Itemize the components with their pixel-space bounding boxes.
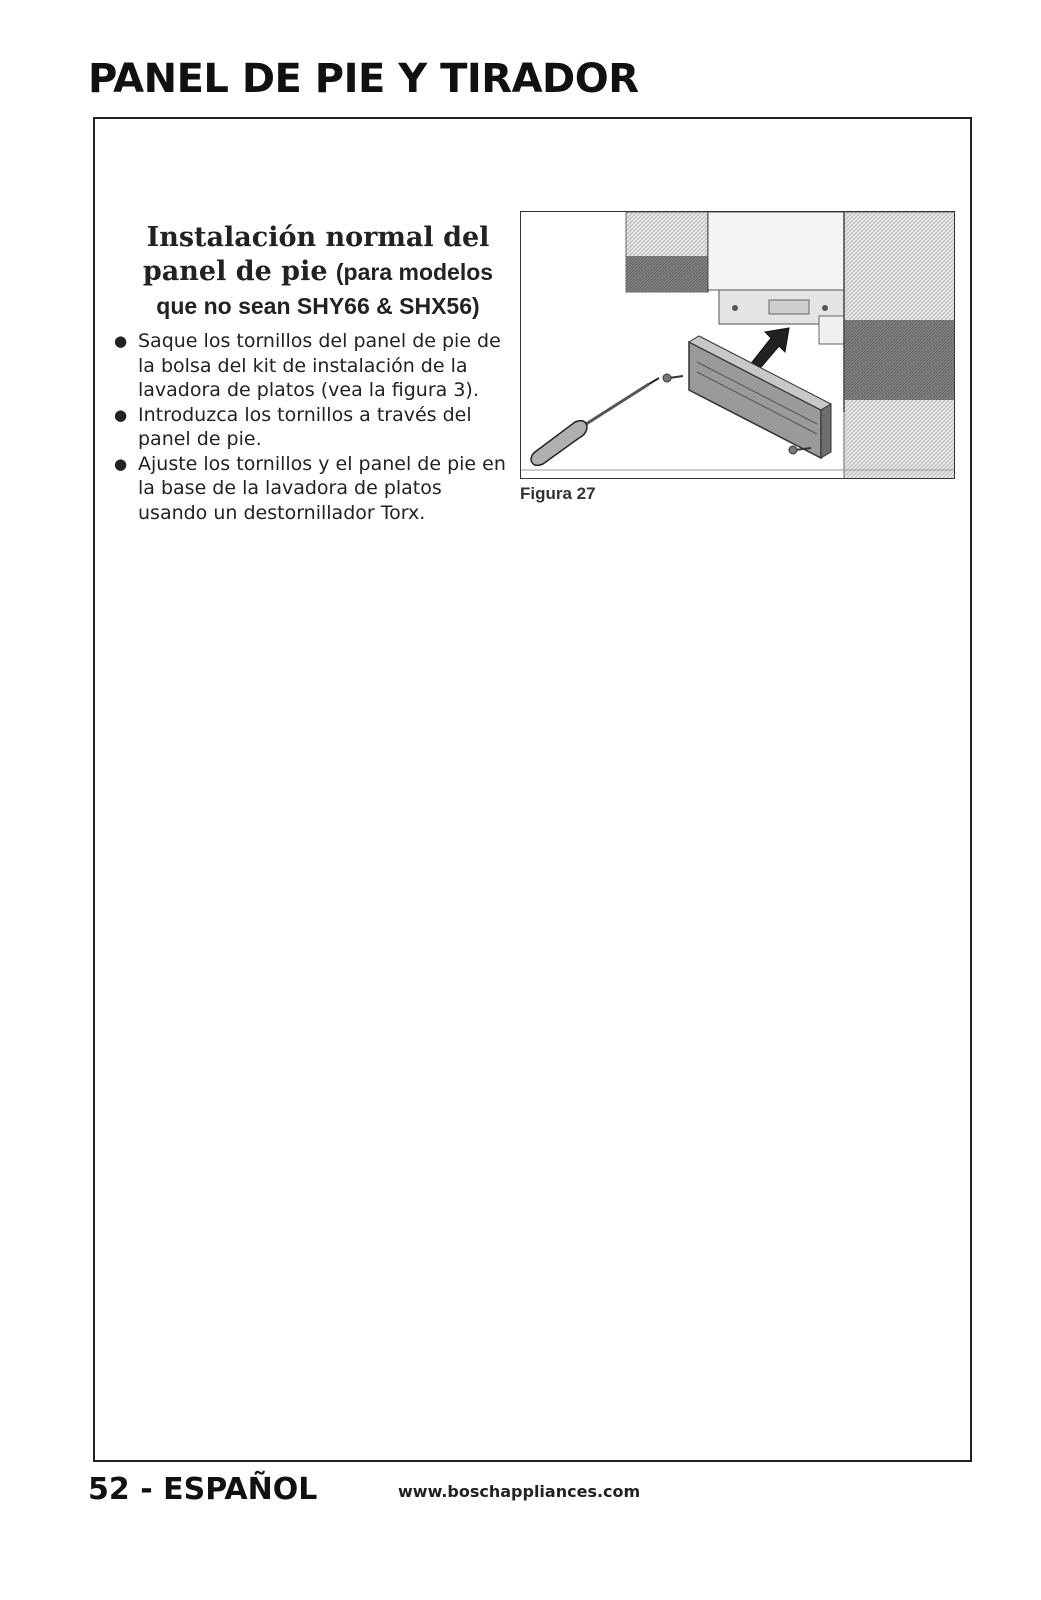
left-cabinet [626,212,708,292]
bullet-icon: ● [114,332,128,350]
section-heading-main: Instalación normal del panel de pie [142,222,490,287]
section-heading [122,221,514,323]
figure-caption: Figura 27 [520,484,596,503]
figure-illustration [520,211,955,479]
step-text: Introduzca los tornillos a través del panel de pie. [138,403,472,450]
footer-url[interactable]: www.boschappliances.com [398,1482,641,1501]
section-heading-sub: (para modelos que no sean SHY66 & SHX56) [156,259,494,319]
kickplate-installation-illustration [521,212,955,479]
bullet-icon: ● [114,405,128,424]
list-item [112,403,514,452]
right-cabinet [844,212,955,479]
step-text: Saque los tornillos del panel de pie de la bolsa del kit de instalación de la lavadora de platos (vea la figura 3). [138,330,501,401]
steps-list [112,329,514,525]
list-item [112,329,514,403]
page-title: PANEL DE PIE Y TIRADOR [88,56,639,102]
step-text: Ajuste los tornillos y el panel de pie en la base de la lavadora de platos usando un destornillador Torx. [138,452,506,524]
dishwasher-body [708,212,849,344]
list-item [112,452,514,526]
screwdriver-icon [531,378,659,465]
footer-page-label: 52 - ESPAÑOL [88,1472,318,1507]
bullet-icon: ● [114,454,128,473]
